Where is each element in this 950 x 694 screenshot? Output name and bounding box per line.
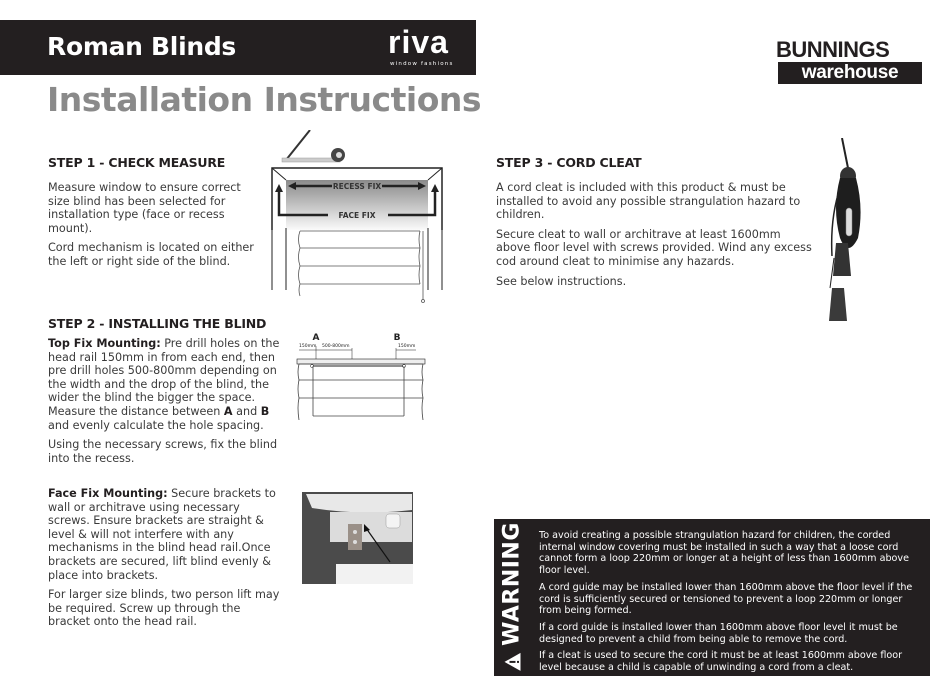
label-b: B	[393, 333, 401, 343]
topfix-diagram	[290, 328, 430, 420]
warning-box	[494, 519, 930, 676]
warning-paragraph: If a cord guide is installed lower than 1600mm above floor level it must be designed to prevent a child from being able to remove the cord.	[539, 621, 898, 645]
step3-paragraph: See below instructions.	[496, 274, 627, 288]
riva-logo	[388, 24, 468, 70]
page-title: Installation Instructions	[47, 80, 481, 119]
warning-text	[539, 530, 923, 679]
dim-mid: 500-800mm	[322, 344, 350, 349]
topfix-text: Pre drill holes on the head rail 150mm in from each end, then pre drill holes 500-800mm depending on the width and the drop of the blind, the wider the blind the bigger the space. Measure the distance between	[48, 337, 280, 418]
point-b-ref: B	[260, 404, 270, 418]
warning-label	[494, 519, 530, 676]
bunnings-warehouse-logo	[776, 38, 922, 86]
topfix-label: Top Fix Mounting:	[48, 337, 161, 350]
dim-right: 150mm	[398, 344, 416, 349]
head-rail	[297, 359, 425, 364]
topfix-and: and	[232, 404, 261, 418]
bunnings-logo-top: BUNNINGS	[776, 37, 890, 62]
step2-text	[48, 337, 280, 465]
step1-paragraph: Measure window to ensure correct size blind has been selected for installation type (face or recess mount).	[48, 181, 241, 235]
warning-paragraph: A cord guide may be installed lower than 1600mm above the floor level if the cord is sufficiently secured or tensioned to prevent a loop 220mm or longer from being formed.	[539, 581, 913, 617]
facefix-label: Face Fix Mounting:	[48, 487, 168, 500]
bunnings-logo-bottom: warehouse	[778, 62, 922, 84]
step3-heading: STEP 3 - CORD CLEAT	[496, 155, 642, 170]
product-title: Roman Blinds	[47, 32, 237, 61]
warning-triangle-icon	[503, 652, 521, 672]
point-a-ref: A	[223, 404, 233, 418]
step3-paragraph: Secure cleat to wall or architrave at least 1600mm above floor level with screws provided. Wind any excess cod around cleat to minimise any hazards.	[496, 227, 812, 268]
measure-diagram	[268, 130, 458, 305]
topfix-text-end: and evenly calculate the hole spacing.	[48, 418, 264, 432]
cord-cleat-photo	[818, 138, 878, 323]
dim-left: 150mm	[299, 344, 317, 349]
larger-blinds-text: For larger size blinds, two person lift may be required. Screw up through the bracket onto the head rail.	[48, 588, 280, 629]
face-fix-label: FACE FIX	[338, 211, 376, 220]
riva-logo-tagline: window fashions	[390, 61, 454, 67]
recess-fix-label: RECESS FIX	[332, 182, 382, 191]
facefix-text	[48, 487, 280, 629]
step1-paragraph: Cord mechanism is located on either the left or right side of the blind.	[48, 241, 254, 268]
warning-paragraph: To avoid creating a possible strangulation hazard for children, the corded internal window covering must be installed in such a way that a loose cord cannot form a loop 220mm or longer at a height of less than 1600mm above floor level.	[539, 530, 909, 577]
step3-paragraph: A cord cleat is included with this product & must be installed to avoid any possible strangulation hazard to children.	[496, 181, 801, 222]
tape-measure-strip	[282, 158, 340, 162]
step2-heading: STEP 2 - INSTALLING THE BLIND	[48, 316, 267, 331]
riva-logo-wordmark: riva	[388, 24, 449, 60]
step1-heading: STEP 1 - CHECK MEASURE	[48, 155, 226, 170]
pencil-icon	[286, 130, 310, 160]
bracket-photo	[302, 492, 413, 584]
step3-text	[496, 181, 818, 288]
label-a: A	[312, 333, 320, 343]
warning-paragraph: If a cleat is used to secure the cord it must be at least 1600mm above floor level because a child is capable of unwinding a cord from a cleat.	[539, 650, 903, 674]
facefix-body: Secure brackets to wall or architrave using necessary screws. Ensure brackets are straight & level & will not interfere with any mechanisms in the blind head rail.Once brackets are secured, lift blind evenly & place into brackets.	[48, 487, 276, 582]
header-bar	[0, 20, 476, 75]
step1-text	[48, 181, 260, 269]
warning-title: WARNING	[499, 522, 525, 646]
screws-text: Using the necessary screws, fix the blind into the recess.	[48, 438, 278, 465]
